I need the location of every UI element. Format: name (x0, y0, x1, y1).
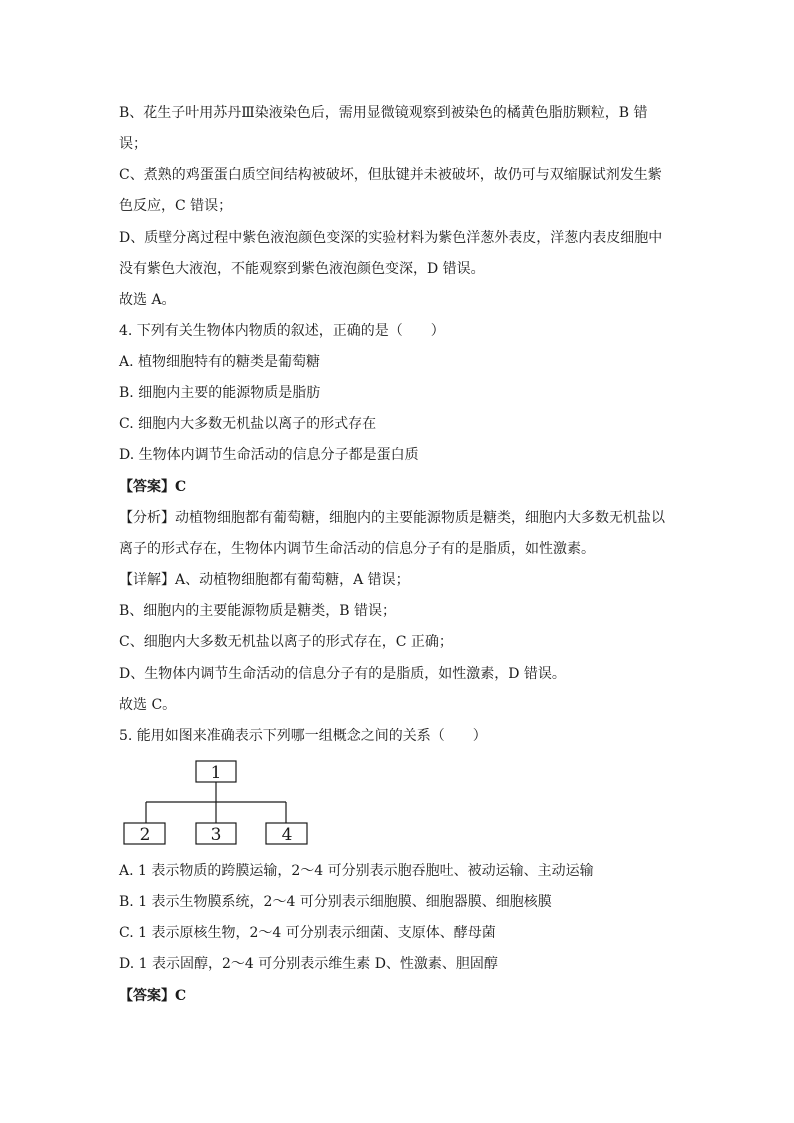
q4-conclusion: 故选 C。 (119, 697, 177, 713)
prev-explanation-d-line2: 没有紫色大液泡，不能观察到紫色液泡颜色变深，D 错误。 (119, 261, 485, 277)
q4-analysis-line1: 【分析】动植物细胞都有葡萄糖，细胞内的主要能源物质是糖类，细胞内大多数无机盐以 (119, 510, 665, 526)
diagram-child-label-3: 4 (281, 825, 293, 845)
q4-detail-a: 【详解】A、动植物细胞都有葡萄糖，A 错误； (119, 572, 410, 588)
prev-explanation-conclusion: 故选 A。 (119, 292, 176, 308)
q5-answer: 【答案】C (119, 988, 187, 1004)
q5-option-b: B. 1 表示生物膜系统，2～4 可分别表示细胞膜、细胞器膜、细胞核膜 (119, 894, 552, 910)
prev-explanation-c-line2: 色反应，C 错误； (119, 198, 233, 214)
q4-option-d: D. 生物体内调节生命活动的信息分子都是蛋白质 (119, 447, 419, 463)
prev-explanation-d-line1: D、质壁分离过程中紫色液泡颜色变深的实验材料为紫色洋葱外表皮，洋葱内表皮细胞中 (119, 230, 663, 246)
q5-option-c: C. 1 表示原核生物，2～4 可分别表示细菌、支原体、酵母菌 (119, 925, 496, 941)
q4-option-c: C. 细胞内大多数无机盐以离子的形式存在 (119, 416, 377, 432)
prev-explanation-b-line2: 误； (119, 136, 147, 152)
prev-explanation-c-line1: C、煮熟的鸡蛋蛋白质空间结构被破坏，但肽键并未被破坏，故仍可与双缩脲试剂发生紫 (119, 167, 662, 183)
q4-detail-d: D、生物体内调节生命活动的信息分子有的是脂质，如性激素，D 错误。 (119, 666, 566, 682)
q4-option-b: B. 细胞内主要的能源物质是脂肪 (119, 385, 321, 401)
q5-option-d: D. 1 表示固醇，2～4 可分别表示维生素 D、性激素、胆固醇 (119, 956, 498, 972)
q5-option-a: A. 1 表示物质的跨膜运输，2～4 可分别表示胞吞胞吐、被动运输、主动运输 (119, 863, 594, 879)
q4-option-a: A. 植物细胞特有的糖类是葡萄糖 (119, 354, 321, 370)
diagram-child-label-2: 3 (210, 825, 222, 845)
q4-analysis-line2: 离子的形式存在，生物体内调节生命活动的信息分子有的是脂质，如性激素。 (119, 541, 595, 557)
q4-detail-c: C、细胞内大多数无机盐以离子的形式存在，C 正确； (119, 634, 453, 650)
diagram-child-box-1 (124, 823, 165, 844)
diagram-top-label: 1 (210, 763, 222, 783)
diagram-child-box-3 (266, 823, 307, 844)
q4-answer: 【答案】C (119, 479, 187, 495)
q4-stem: 4. 下列有关生物体内物质的叙述，正确的是（ ） (119, 323, 445, 339)
diagram-child-label-1: 2 (139, 825, 151, 845)
diagram-top-box (196, 761, 236, 782)
q4-detail-b: B、细胞内的主要能源物质是糖类，B 错误； (119, 603, 397, 619)
q5-stem: 5. 能用如图来准确表示下列哪一组概念之间的关系（ ） (119, 728, 487, 744)
diagram-child-box-2 (196, 823, 236, 844)
prev-explanation-b-line1: B、花生子叶用苏丹Ⅲ染液染色后，需用显微镜观察到被染色的橘黄色脂肪颗粒，B 错 (119, 105, 648, 121)
